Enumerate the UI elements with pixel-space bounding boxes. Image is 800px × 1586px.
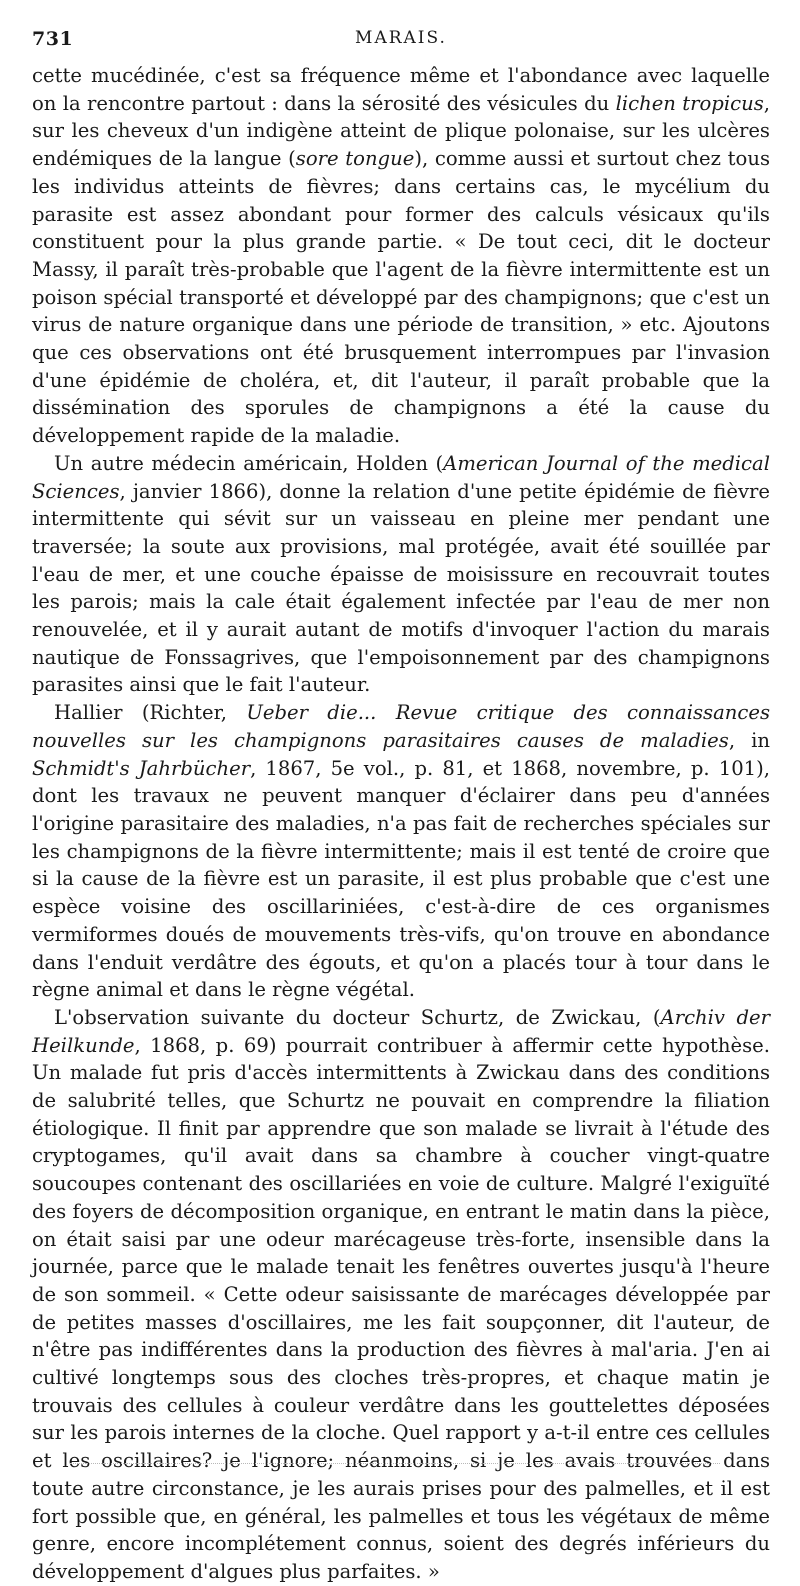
paragraph-3 [32,699,770,1004]
paragraph-1-italic-1: lichen tropicus [615,91,764,115]
paragraph-2-italic-1: American Journal of the medical Sciences [32,451,770,503]
paragraph-4-italic-1: Archiv der Heilkunde [32,1005,771,1057]
paragraph-1 [32,62,770,450]
footer-dotted-rule [70,1463,720,1468]
paragraph-1-italic-2: sore tongue [295,147,415,171]
body-text [32,62,770,1586]
paragraph-3-italic-2: Schmidt's Jahrbücher [32,756,251,780]
paragraph-2 [32,450,770,699]
paragraph-3-text-2: , in [728,728,770,752]
paragraph-4 [32,1004,770,1586]
paragraph-1-text-3: ), comme aussi et surtout chez tous les individus atteints de fièvres; dans certains cas, le mycélium du parasite est assez abondant pour former des calculs vésicaux qu'ils constituent pour la plus grande partie. « De tout ceci, dit le docteur Massy, il paraît très-probable que l'agent de la fièvre intermittente est un poison spécial transporté et développé par des champignons; que c'est un virus de nature organique dans une période de transition, » etc. Ajoutons que ces observations ont été brusquement interrompues par l'invasion d'une épidémie de choléra, et, dit l'auteur, il paraît probable que la dissémination des sporules de champignons a été la cause du développement rapide de la maladie. [32,147,770,448]
paragraph-2-text-2: , janvier 1866), donne la relation d'une petite épidémie de fièvre intermittente qui sévit sur un vaisseau en pleine mer pendant une traversée; la soute aux provisions, mal protégée, avait été souillée par l'eau de mer, et une couche épaisse de moisissure en recouvrait toutes les parois; mais la cale était également infectée par l'eau de mer non renouvelée, et il y aurait autant de motifs d'invoquer l'action du marais nautique de Fonssagrives, que l'empoisonnement par des champignons parasites ainsi que le fait l'auteur. [32,479,770,697]
page-header [32,22,770,62]
paragraph-3-text-1: Hallier (Richter, [54,701,247,725]
running-title: MARAIS. [355,28,447,48]
paragraph-4-text-1: L'observation suivante du docteur Schurtz, de Zwickau, ( [54,1005,661,1029]
paragraph-1-text-2: , sur les cheveux d'un indigène atteint de plique polonaise, sur les ulcères endémiques de la langue ( [32,91,770,171]
book-page [32,22,770,1586]
page-number: 731 [32,28,74,50]
paragraph-1-text-1: cette mucédinée, c'est sa fréquence même et l'abondance avec laquelle on la rencontre partout : dans la sérosité des vésicules du [32,64,770,115]
paragraph-3-italic-1: Ueber die... Revue critique des connaissances nouvelles sur les champignons parasitaires causes de maladies [32,701,771,752]
paragraph-2-text-1: Un autre médecin américain, Holden ( [54,451,444,475]
paragraph-4-text-2: , 1868, p. 69) pourrait contribuer à affermir cette hypothèse. Un malade fut pris d'accès intermittents à Zwickau dans des conditions de salubrité telles, que Schurtz ne pouvait en comprendre la filiation étiologique. Il finit par apprendre que son malade se livrait à l'étude des cryptogames, qu'il avait dans sa chambre à coucher vingt-quatre soucoupes contenant des oscillariées en voie de culture. Malgré l'exiguïté des foyers de décomposition organique, en entrant le matin dans la pièce, on était saisi par une odeur marécageuse très-forte, insensible dans la journée, parce que le malade tenait les fenêtres ouvertes jusqu'à l'heure de son sommeil. « Cette odeur saisissante de marécages développée par de petites masses d'oscillaires, me les fait soupçonner, dit l'auteur, de n'être pas indifférentes dans la production des fièvres à mal'aria. J'en ai cultivé longtemps sous des cloches très-propres, et chaque matin je trouvais des cellules à couleur verdâtre dans les gouttelettes déposées sur les parois internes de la cloche. Quel rapport y a-t-il entre ces cellules et les oscillaires? je l'ignore; néanmoins, si je les avais trouvées dans toute autre circonstance, je les aurais prises pour des palmelles, et il est fort possible que, en général, les palmelles et tous les végétaux de même genre, encore incomplétement connus, soient des degrés inférieurs du développement d'algues plus parfaites. » [32,1033,770,1583]
paragraph-3-text-3: , 1867, 5e vol., p. 81, et 1868, novembre, p. 101), dont les travaux ne peuvent manquer d'éclairer dans peu d'années l'origine parasitaire des maladies, n'a pas fait de recherches spéciales sur les champignons de la fièvre intermittente; mais il est tenté de croire que si la cause de la fièvre est un parasite, il est plus probable que c'est une espèce voisine des oscillariniées, c'est-à-dire de ces organismes vermiformes doués de mouvements très-vifs, qu'on trouve en abondance dans l'enduit verdâtre des égouts, et qu'on a placés tour à tour dans le règne animal et dans le règne végétal. [32,756,770,1002]
